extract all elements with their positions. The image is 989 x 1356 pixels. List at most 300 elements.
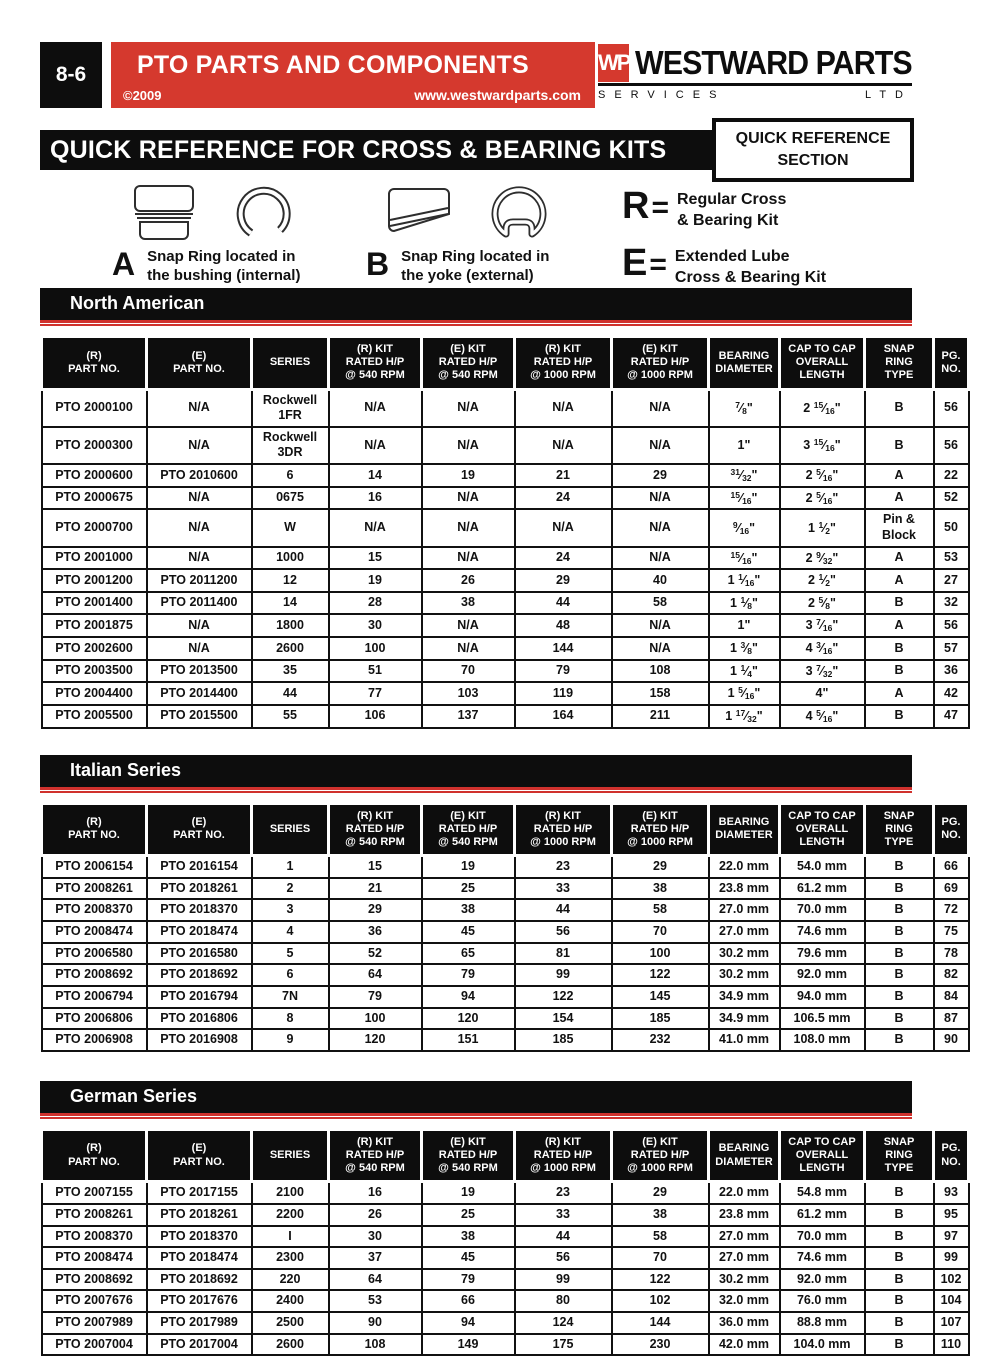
table-cell: $^9⁄_{16}$" bbox=[709, 509, 780, 546]
table-cell: 23 bbox=[515, 1182, 612, 1204]
table-row bbox=[42, 705, 969, 728]
r-text-line2: & Bearing Kit bbox=[676, 211, 779, 229]
table-row bbox=[42, 1334, 969, 1356]
table-cell: 6 bbox=[252, 464, 329, 487]
table-cell: PTO 2006908 bbox=[42, 1029, 147, 1051]
table-cell: 72 bbox=[934, 899, 969, 921]
column-header: (R) KIT RATED H/P @ 1000 RPM bbox=[515, 803, 612, 856]
table-row bbox=[42, 878, 969, 900]
table-cell: 122 bbox=[515, 986, 612, 1008]
tables-area bbox=[40, 288, 962, 1356]
table-cell: 24 bbox=[515, 547, 612, 570]
table-cell: 58 bbox=[612, 899, 709, 921]
table-cell: 25 bbox=[422, 1204, 515, 1226]
table-cell: 75 bbox=[934, 921, 969, 943]
table-cell: 34.9 mm bbox=[709, 986, 780, 1008]
table-row bbox=[42, 1182, 969, 1204]
table-cell: B bbox=[865, 878, 934, 900]
table-cell: N/A bbox=[422, 389, 515, 427]
table-cell: 1" bbox=[709, 614, 780, 637]
table-cell: PTO 2011400 bbox=[147, 592, 252, 615]
column-header: (E) PART NO. bbox=[147, 803, 252, 856]
table-cell: 19 bbox=[422, 464, 515, 487]
table-cell: PTO 2008370 bbox=[42, 1226, 147, 1248]
table-cell: PTO 2018370 bbox=[147, 899, 252, 921]
table-cell: N/A bbox=[422, 547, 515, 570]
table-cell: 14 bbox=[252, 592, 329, 615]
table-cell: PTO 2018692 bbox=[147, 964, 252, 986]
table-cell: 97 bbox=[934, 1226, 969, 1248]
table-cell: 94 bbox=[422, 986, 515, 1008]
table-cell: 23 bbox=[515, 856, 612, 878]
table-row bbox=[42, 1029, 969, 1051]
table-cell: PTO 2008261 bbox=[42, 878, 147, 900]
banner-title: PTO PARTS AND COMPONENTS bbox=[137, 51, 529, 79]
legend-regular-kit bbox=[622, 185, 787, 232]
table-cell: 211 bbox=[612, 705, 709, 728]
table-cell: 21 bbox=[329, 878, 422, 900]
table-cell: N/A bbox=[612, 547, 709, 570]
table-cell: A bbox=[865, 614, 934, 637]
section-german bbox=[40, 1081, 962, 1356]
parts-table-german bbox=[40, 1128, 970, 1356]
table-cell: 102 bbox=[612, 1290, 709, 1312]
table-cell: A bbox=[865, 682, 934, 705]
table-cell: PTO 2008474 bbox=[42, 921, 147, 943]
table-cell: 70 bbox=[612, 921, 709, 943]
table-cell: 151 bbox=[422, 1029, 515, 1051]
diagram-a bbox=[112, 182, 362, 286]
table-cell: 29 bbox=[515, 569, 612, 592]
yoke-icon bbox=[382, 182, 456, 242]
table-cell: 103 bbox=[422, 682, 515, 705]
table-cell: 33 bbox=[515, 878, 612, 900]
table-cell: PTO 2003500 bbox=[42, 660, 147, 683]
table-cell: 16 bbox=[329, 1182, 422, 1204]
table-cell: PTO 2005500 bbox=[42, 705, 147, 728]
column-header: (R) KIT RATED H/P @ 540 RPM bbox=[329, 1129, 422, 1182]
table-cell: B bbox=[865, 1269, 934, 1291]
table-cell: B bbox=[865, 1247, 934, 1269]
table-cell: B bbox=[865, 943, 934, 965]
section-title: German Series bbox=[70, 1085, 198, 1106]
table-cell: 2300 bbox=[252, 1247, 329, 1269]
table-cell: 82 bbox=[934, 964, 969, 986]
table-cell: PTO 2015500 bbox=[147, 705, 252, 728]
column-header: (E) KIT RATED H/P @ 1000 RPM bbox=[612, 1129, 709, 1182]
table-cell: PTO 2002600 bbox=[42, 637, 147, 660]
diagram-a-caption-line1: Snap Ring located in bbox=[147, 248, 296, 265]
table-cell: B bbox=[865, 1226, 934, 1248]
table-cell: B bbox=[865, 1008, 934, 1030]
table-cell: 1 $^{17}⁄_{32}$" bbox=[709, 705, 780, 728]
table-cell: 80 bbox=[515, 1290, 612, 1312]
diagram-b-label: B bbox=[366, 246, 390, 282]
table-cell: 100 bbox=[329, 1008, 422, 1030]
table-cell: 14 bbox=[329, 464, 422, 487]
table-cell: N/A bbox=[147, 487, 252, 510]
table-cell: PTO 2006154 bbox=[42, 856, 147, 878]
table-cell: 21 bbox=[515, 464, 612, 487]
table-cell: 30.2 mm bbox=[709, 964, 780, 986]
table-cell: 27.0 mm bbox=[709, 1226, 780, 1248]
table-cell: 45 bbox=[422, 1247, 515, 1269]
table-cell: 3 bbox=[252, 899, 329, 921]
table-cell: B bbox=[865, 986, 934, 1008]
table-cell: 15 bbox=[329, 547, 422, 570]
table-cell: PTO 2017155 bbox=[147, 1182, 252, 1204]
table-cell: 2 $^1⁄_2$" bbox=[780, 569, 865, 592]
table-cell: PTO 2000675 bbox=[42, 487, 147, 510]
table-cell: 122 bbox=[612, 1269, 709, 1291]
table-cell: 110 bbox=[934, 1334, 969, 1356]
table-cell: 38 bbox=[422, 592, 515, 615]
table-row bbox=[42, 1247, 969, 1269]
website-url: www.westwardparts.com bbox=[414, 87, 581, 103]
table-cell: 32.0 mm bbox=[709, 1290, 780, 1312]
table-cell: 44 bbox=[515, 1226, 612, 1248]
table-cell: 2500 bbox=[252, 1312, 329, 1334]
table-cell: 55 bbox=[252, 705, 329, 728]
e-text-line2: Cross & Bearing Kit bbox=[674, 268, 827, 286]
column-header: (R) KIT RATED H/P @ 1000 RPM bbox=[515, 1129, 612, 1182]
table-cell: 35 bbox=[252, 660, 329, 683]
table-cell: 8 bbox=[252, 1008, 329, 1030]
parts-table-north-american bbox=[40, 335, 970, 729]
table-cell: 56 bbox=[934, 389, 969, 427]
table-cell: 1 $^1⁄_{16}$" bbox=[709, 569, 780, 592]
table-cell: 84 bbox=[934, 986, 969, 1008]
table-cell: 27.0 mm bbox=[709, 899, 780, 921]
table-cell: 23.8 mm bbox=[709, 878, 780, 900]
column-header: SERIES bbox=[252, 803, 329, 856]
table-cell: PTO 2018692 bbox=[147, 1269, 252, 1291]
table-cell: 120 bbox=[422, 1008, 515, 1030]
table-cell: N/A bbox=[329, 509, 422, 546]
table-cell: 99 bbox=[515, 964, 612, 986]
table-cell: 47 bbox=[934, 705, 969, 728]
table-cell: A bbox=[865, 487, 934, 510]
brand-ltd: LTD bbox=[865, 89, 912, 101]
parts-table-italian bbox=[40, 802, 970, 1052]
column-header: (E) PART NO. bbox=[147, 337, 252, 390]
table-cell: 4 bbox=[252, 921, 329, 943]
table-cell: 22.0 mm bbox=[709, 1182, 780, 1204]
table-cell: 2400 bbox=[252, 1290, 329, 1312]
table-cell: 108 bbox=[329, 1334, 422, 1356]
table-cell: PTO 2001400 bbox=[42, 592, 147, 615]
table-cell: N/A bbox=[612, 614, 709, 637]
quick-reference-box-line2: SECTION bbox=[777, 152, 849, 169]
table-cell: 52 bbox=[934, 487, 969, 510]
table-cell: 1 $^1⁄_4$" bbox=[709, 660, 780, 683]
table-cell: 24 bbox=[515, 487, 612, 510]
e-equals: = bbox=[649, 248, 667, 281]
table-row bbox=[42, 427, 969, 464]
r-symbol: R bbox=[622, 185, 650, 227]
table-cell: 149 bbox=[422, 1334, 515, 1356]
table-cell: 56 bbox=[934, 614, 969, 637]
section-title: North American bbox=[70, 293, 205, 313]
table-cell: N/A bbox=[422, 614, 515, 637]
table-cell: PTO 2006794 bbox=[42, 986, 147, 1008]
legend-extended-kit bbox=[622, 242, 827, 289]
e-symbol: E bbox=[622, 242, 648, 284]
table-row bbox=[42, 569, 969, 592]
table-cell: 38 bbox=[612, 1204, 709, 1226]
table-cell: 61.2 mm bbox=[780, 878, 865, 900]
table-cell: PTO 2004400 bbox=[42, 682, 147, 705]
table-cell: 66 bbox=[934, 856, 969, 878]
table-cell: 3 $^{15}⁄_{16}$" bbox=[780, 427, 865, 464]
table-cell: B bbox=[865, 1204, 934, 1226]
table-cell: N/A bbox=[515, 509, 612, 546]
table-cell: N/A bbox=[147, 389, 252, 427]
table-cell: 38 bbox=[612, 878, 709, 900]
table-cell: N/A bbox=[147, 547, 252, 570]
logo-monogram-icon: WP bbox=[598, 44, 629, 82]
page-number-box bbox=[40, 42, 102, 108]
table-cell: 52 bbox=[329, 943, 422, 965]
table-cell: 12 bbox=[252, 569, 329, 592]
table-cell: 100 bbox=[329, 637, 422, 660]
table-cell: 2 $^9⁄_{32}$" bbox=[780, 547, 865, 570]
table-cell: 119 bbox=[515, 682, 612, 705]
table-cell: 44 bbox=[515, 899, 612, 921]
table-cell: 4 $^3⁄_{16}$" bbox=[780, 637, 865, 660]
table-cell: 58 bbox=[612, 1226, 709, 1248]
table-cell: 220 bbox=[252, 1269, 329, 1291]
diagram-b bbox=[366, 182, 616, 286]
table-cell: 81 bbox=[515, 943, 612, 965]
table-cell: PTO 2018261 bbox=[147, 1204, 252, 1226]
table-cell: B bbox=[865, 660, 934, 683]
quick-reference-section-box bbox=[712, 118, 914, 182]
column-header: SERIES bbox=[252, 337, 329, 390]
table-header-row bbox=[42, 803, 969, 856]
table-cell: N/A bbox=[422, 427, 515, 464]
table-cell: $^7⁄_8$" bbox=[709, 389, 780, 427]
table-cell: 2 $^5⁄_8$" bbox=[780, 592, 865, 615]
column-header: (R) PART NO. bbox=[42, 1129, 147, 1182]
column-header: BEARING DIAMETER bbox=[709, 1129, 780, 1182]
table-row bbox=[42, 943, 969, 965]
diagram-b-caption-line2: the yoke (external) bbox=[401, 266, 534, 284]
table-header-row bbox=[42, 1129, 969, 1182]
table-cell: 79 bbox=[515, 660, 612, 683]
table-row bbox=[42, 1269, 969, 1291]
table-cell: 42.0 mm bbox=[709, 1334, 780, 1356]
table-cell: N/A bbox=[329, 389, 422, 427]
table-cell: 30 bbox=[329, 1226, 422, 1248]
table-cell: PTO 2000700 bbox=[42, 509, 147, 546]
top-banner bbox=[40, 42, 595, 108]
table-cell: 19 bbox=[329, 569, 422, 592]
table-cell: 48 bbox=[515, 614, 612, 637]
table-cell: PTO 2014400 bbox=[147, 682, 252, 705]
table-cell: B bbox=[865, 637, 934, 660]
table-cell: 232 bbox=[612, 1029, 709, 1051]
table-cell: N/A bbox=[612, 509, 709, 546]
table-cell: Rockwell 1FR bbox=[252, 389, 329, 427]
table-cell: 158 bbox=[612, 682, 709, 705]
table-cell: 56 bbox=[515, 921, 612, 943]
table-cell: PTO 2007676 bbox=[42, 1290, 147, 1312]
table-cell: 58 bbox=[612, 592, 709, 615]
table-cell: 3 $^7⁄_{32}$" bbox=[780, 660, 865, 683]
table-cell: PTO 2018370 bbox=[147, 1226, 252, 1248]
table-cell: 1800 bbox=[252, 614, 329, 637]
table-cell: PTO 2007989 bbox=[42, 1312, 147, 1334]
table-cell: 41.0 mm bbox=[709, 1029, 780, 1051]
table-cell: $^{31}⁄_{32}$" bbox=[709, 464, 780, 487]
table-cell: 0675 bbox=[252, 487, 329, 510]
column-header: (R) KIT RATED H/P @ 540 RPM bbox=[329, 337, 422, 390]
table-cell: PTO 2008692 bbox=[42, 964, 147, 986]
table-cell: 38 bbox=[422, 899, 515, 921]
table-cell: PTO 2008474 bbox=[42, 1247, 147, 1269]
table-row bbox=[42, 464, 969, 487]
table-cell: $^{15}⁄_{16}$" bbox=[709, 547, 780, 570]
table-cell: 26 bbox=[422, 569, 515, 592]
section-title-bar bbox=[40, 288, 912, 320]
table-cell: 15 bbox=[329, 856, 422, 878]
table-cell: 90 bbox=[934, 1029, 969, 1051]
table-cell: 154 bbox=[515, 1008, 612, 1030]
table-cell: 1 $^5⁄_{16}$" bbox=[709, 682, 780, 705]
table-cell: 56 bbox=[515, 1247, 612, 1269]
table-cell: 1 $^1⁄_2$" bbox=[780, 509, 865, 546]
table-cell: PTO 2017989 bbox=[147, 1312, 252, 1334]
table-cell: 108.0 mm bbox=[780, 1029, 865, 1051]
table-row bbox=[42, 614, 969, 637]
table-cell: 2 bbox=[252, 878, 329, 900]
table-cell: 22.0 mm bbox=[709, 856, 780, 878]
table-cell: PTO 2008692 bbox=[42, 1269, 147, 1291]
table-cell: 37 bbox=[329, 1247, 422, 1269]
column-header: (R) KIT RATED H/P @ 540 RPM bbox=[329, 803, 422, 856]
table-cell: PTO 2010600 bbox=[147, 464, 252, 487]
table-cell: 64 bbox=[329, 964, 422, 986]
table-cell: 1" bbox=[709, 427, 780, 464]
table-cell: 79 bbox=[422, 964, 515, 986]
table-cell: 45 bbox=[422, 921, 515, 943]
section-title-bar bbox=[40, 755, 912, 787]
table-cell: N/A bbox=[329, 427, 422, 464]
column-header: (R) KIT RATED H/P @ 1000 RPM bbox=[515, 337, 612, 390]
table-cell: 54.0 mm bbox=[780, 856, 865, 878]
section-title: Italian Series bbox=[70, 759, 182, 780]
table-cell: 99 bbox=[934, 1247, 969, 1269]
table-cell: PTO 2000300 bbox=[42, 427, 147, 464]
table-cell: 1 bbox=[252, 856, 329, 878]
table-cell: 87 bbox=[934, 1008, 969, 1030]
table-cell: N/A bbox=[147, 509, 252, 546]
table-row bbox=[42, 921, 969, 943]
table-cell: A bbox=[865, 569, 934, 592]
table-row bbox=[42, 1204, 969, 1226]
brand-services: SERVICES bbox=[598, 89, 726, 101]
table-cell: 108 bbox=[612, 660, 709, 683]
table-cell: PTO 2018261 bbox=[147, 878, 252, 900]
table-cell: 175 bbox=[515, 1334, 612, 1356]
table-cell: 230 bbox=[612, 1334, 709, 1356]
table-cell: A bbox=[865, 464, 934, 487]
table-cell: 5 bbox=[252, 943, 329, 965]
table-cell: 22 bbox=[934, 464, 969, 487]
table-cell: 70.0 mm bbox=[780, 899, 865, 921]
table-cell: PTO 2000600 bbox=[42, 464, 147, 487]
table-cell: 36 bbox=[934, 660, 969, 683]
table-cell: B bbox=[865, 1334, 934, 1356]
table-cell: B bbox=[865, 1312, 934, 1334]
table-row bbox=[42, 1226, 969, 1248]
table-row bbox=[42, 682, 969, 705]
westward-logo bbox=[598, 44, 912, 101]
table-cell: N/A bbox=[515, 389, 612, 427]
table-row bbox=[42, 986, 969, 1008]
table-cell: 66 bbox=[422, 1290, 515, 1312]
table-cell: PTO 2001875 bbox=[42, 614, 147, 637]
main-heading: QUICK REFERENCE FOR CROSS & BEARING KITS bbox=[50, 135, 667, 164]
table-cell: 44 bbox=[252, 682, 329, 705]
diagram-a-label: A bbox=[112, 246, 136, 282]
table-cell: 30.2 mm bbox=[709, 943, 780, 965]
table-cell: N/A bbox=[612, 637, 709, 660]
table-cell: PTO 2001000 bbox=[42, 547, 147, 570]
table-cell: 2 $^{15}⁄_{16}$" bbox=[780, 389, 865, 427]
column-header: (E) KIT RATED H/P @ 540 RPM bbox=[422, 1129, 515, 1182]
brand-underline bbox=[598, 83, 912, 86]
table-cell: 53 bbox=[329, 1290, 422, 1312]
table-cell: N/A bbox=[422, 487, 515, 510]
table-cell: 25 bbox=[422, 878, 515, 900]
table-cell: 44 bbox=[515, 592, 612, 615]
table-row bbox=[42, 856, 969, 878]
table-cell: 1000 bbox=[252, 547, 329, 570]
table-cell: B bbox=[865, 427, 934, 464]
table-cell: N/A bbox=[612, 427, 709, 464]
table-cell: 19 bbox=[422, 856, 515, 878]
table-cell: 2 $^5⁄_{16}$" bbox=[780, 487, 865, 510]
table-cell: 70 bbox=[422, 660, 515, 683]
table-cell: B bbox=[865, 899, 934, 921]
column-header: CAP TO CAP OVERALL LENGTH bbox=[780, 337, 865, 390]
table-cell: B bbox=[865, 705, 934, 728]
column-header: BEARING DIAMETER bbox=[709, 803, 780, 856]
table-row bbox=[42, 509, 969, 546]
table-cell: N/A bbox=[515, 427, 612, 464]
r-text-line1: Regular Cross bbox=[676, 191, 787, 208]
table-row bbox=[42, 660, 969, 683]
table-cell: 7N bbox=[252, 986, 329, 1008]
table-row bbox=[42, 1290, 969, 1312]
table-cell: 27 bbox=[934, 569, 969, 592]
table-cell: 29 bbox=[612, 464, 709, 487]
table-row bbox=[42, 637, 969, 660]
table-cell: 65 bbox=[422, 943, 515, 965]
table-cell: 50 bbox=[934, 509, 969, 546]
column-header: CAP TO CAP OVERALL LENGTH bbox=[780, 1129, 865, 1182]
table-cell: 38 bbox=[422, 1226, 515, 1248]
table-cell: 79 bbox=[422, 1269, 515, 1291]
table-cell: 32 bbox=[934, 592, 969, 615]
table-cell: 90 bbox=[329, 1312, 422, 1334]
page-number: 8-6 bbox=[55, 63, 87, 86]
brand-name: WESTWARD PARTS bbox=[635, 44, 913, 81]
table-cell: 76.0 mm bbox=[780, 1290, 865, 1312]
snap-ring-internal-icon bbox=[232, 182, 298, 242]
